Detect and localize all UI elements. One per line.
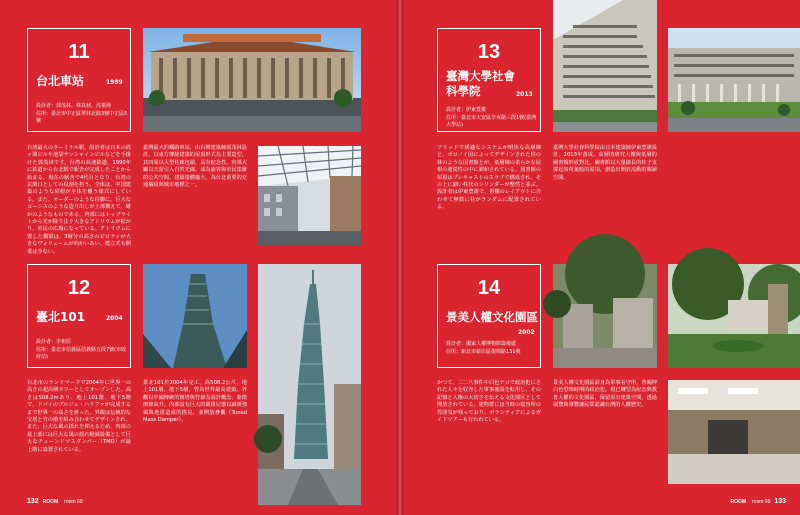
entry-number-box (437, 28, 541, 132)
entry-designer: 設計者：伊東豊雄 (446, 107, 487, 113)
entry-address: 住所：臺北市中正區華林北路3號中正區5號 (36, 111, 128, 124)
photo-taipei-station (143, 28, 361, 132)
entry-body-zh: 臺灣最大的鐵路車站，由台灣建築師郭茂林設計。以東方傳統建築的屋頂形式為主要造型，其四周以大型柱廊包圍，具有紀念性。內部大廳以天窗引入自然光線，成為旅客與市民集聚的公共空間。建築量體龐大，為台北重要的交通樞紐與城市地標之一。 (143, 145, 247, 189)
photo-taipei101-closeup (143, 264, 247, 368)
entry-year: 2002 (518, 329, 535, 336)
entry-body-ja: 台湾最大のターミナル駅。設計者は日本の霞ヶ関ビルや池袋サンシャインビルなどを手掛けた郭茂林です。台湾の高速鉄道、1990年に鉄道から台北駅で駅舎が完成したことから始まる。現在の駅舎で4代目となり、台湾の玄関口としての役割を担う。全体は、中国建築のような屋根が全体を覆う様式にしている。また、オーダーのような柱脚に、巨大なコーニスのような造り出しが上部構えて、厳かのようなものである。内部にはトップライトから光が降り注ぐ大きなアトリウムが拡がり、市民の広場になっている。アトリウムに置した橋梁は、3層分の高さのピロティが大きなヴォリュームが向かいあい、建立式も開業は少ない。 (27, 145, 131, 255)
photo-jingmei-courtyard (553, 264, 657, 368)
entry-number: 11 (68, 41, 90, 63)
entry-designer: 設計者：郭茂林、蔡其昶、沈祖海 (36, 103, 112, 109)
entry-body-zh: 景美人權文化園區前身為軍事看守所，曾關押白色恐怖時期的政治犯。現已轉型為紀念與教育人權的文化園區，保留原有建築空間，透過展覽與導覽讓民眾認識台灣的人權歷史。 (553, 380, 657, 409)
entry-address: 住所：臺北市信義區信義路五段7號(市政府站) (36, 347, 127, 360)
entry-address: 住所：新北市新店區復興路131號 (446, 349, 521, 355)
entry-title: 臺灣大學社會科學院 (446, 69, 515, 98)
entry-number-box (27, 264, 131, 368)
entry-year: 2004 (106, 315, 123, 322)
entry-number: 14 (477, 277, 501, 299)
folio-issue: room 09 (64, 499, 83, 505)
entry-title: 台北車站 (36, 74, 85, 88)
entry-year: 1989 (106, 79, 123, 86)
photo-station-atrium (258, 146, 361, 245)
entry-title: 臺北101 (36, 310, 86, 324)
entry-designer: 設計者：李祖原 (36, 339, 72, 345)
photo-ntu-highrise (553, 0, 657, 132)
folio-issue: room 09 (752, 499, 771, 505)
folio-number: 133 (774, 498, 786, 505)
entry-body-ja: ソリッドで緩適なシステムが明快な高層棟と、ボロノイ図によってデザインされた柱の林のような図書館とが、低層棟の柔らかな屋根の連続性の中に調和されている。図書館の屋根はプレキャストのスラブで構成され、その上に細い柱状のシリンダーが整然と並ぶ。設計者は伊東豊雄で、書棚のレイアウトに合わせて無数に柱がランダムに配置されている。 (437, 145, 542, 211)
entry-designer: 設計者：國家人權博物館籌備處 (446, 341, 517, 347)
page-folio-left (27, 498, 85, 505)
entry-title: 景美人權文化園區 (446, 310, 538, 324)
photo-ntu-library (668, 28, 800, 132)
photo-taipei101-street (258, 264, 361, 505)
entry-address: 住所：臺北市大安區辛亥路三段1號(臺灣大學站) (446, 115, 537, 128)
folio-brand: ROOM (730, 499, 747, 505)
entry-number-box (437, 264, 541, 368)
page-folio-right (729, 498, 787, 505)
entry-body-ja: かつて、二二八事件や白色テロで政治犯にされた人々を収容した軍事施設を転用し、その記憶と人権の大切さを伝える文化園区として開放されている。建物群には当時の収容所の雰囲気が残っており、ボランティアによるガイドツアーも行われている。 (437, 380, 541, 424)
entry-number: 13 (477, 41, 501, 63)
photo-jingmei-interior (668, 380, 800, 484)
left-page (0, 0, 397, 515)
entry-body-zh: 臺灣大學社會科學院由日本建築師伊東豊雄設計，2013年落成。高層的研究大樓與低層的圖書館形成對比，圖書館以大量細長的柱子支撐起如荷葉般的屋頂，創造出開放流動的閱讀空間。 (553, 145, 657, 181)
entry-number: 12 (67, 277, 91, 299)
right-page (403, 0, 800, 515)
photo-jingmei-garden (668, 264, 800, 368)
entry-body-ja: 台北市のランドマークで2004年に世界一の高さの超高層タワーとしてオープンした。高さは508.2mあり、地上101階、地下5階で、ドバイのブルジュ・ハリファが完成するまで世界一の高さを誇った。外観は伝統的な宝塔と竹の節を組み合わせてデザインされ、また、巨大な風の揺れを抑えるため、内部の最上部には巨大な風の揺れ軽減設備として巨大なチューンドマスダンパー（TMD）が最上階に設置されている。 (27, 380, 131, 453)
entry-number-box (27, 28, 131, 132)
folio-number: 132 (27, 498, 39, 505)
entry-body-zh: 臺北101於2004年完工，高508.2公尺，地上101層、地下5層，曾為世界最高建築。外觀以中國傳統的寶塔與竹節為設計概念，象徵節節高升。內部設有巨大的風阻尼器以減緩強風與地震造成的搖晃，並開放參觀（Tuned Mass Damper）。 (143, 380, 247, 424)
entry-year: 2013 (516, 91, 533, 98)
folio-brand: ROOM (42, 499, 59, 505)
